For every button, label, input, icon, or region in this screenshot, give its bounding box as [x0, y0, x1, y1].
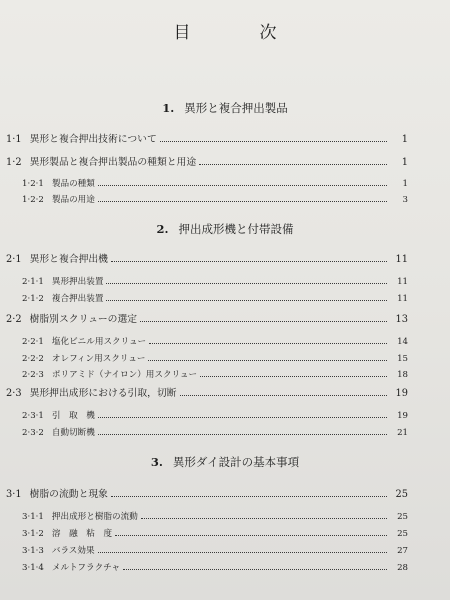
chapter-number: 3. [150, 455, 163, 469]
entry-number: 2·1·1 [22, 277, 44, 287]
chapter-title: 押出成形機と付帯設備 [178, 222, 294, 236]
leader-dots [106, 283, 387, 284]
leader-dots [98, 185, 387, 186]
entry-page: 13 [395, 314, 408, 325]
entry-number: 3·1·2 [22, 529, 44, 539]
leader-dots [148, 360, 387, 361]
entry-number: 2·3·2 [22, 428, 44, 438]
entry-page: 11 [395, 254, 408, 265]
entry-text: 押出成形と樹脂の流動 [51, 512, 138, 522]
entry-number: 1·1 [6, 134, 22, 145]
entry-text: バラス効果 [51, 546, 95, 556]
leader-dots [98, 434, 387, 435]
entry-text: 樹脂の流動と現象 [29, 489, 108, 500]
toc-entry [22, 424, 408, 438]
toc-entry [6, 486, 408, 500]
entry-text: 異形と複合押出機 [29, 254, 108, 265]
entry-text: 異形製品と複合押出製品の種類と用途 [29, 157, 197, 168]
leader-dots [180, 395, 387, 396]
entry-text: 複合押出装置 [51, 294, 104, 304]
toc-entry [22, 366, 408, 380]
leader-dots [115, 535, 387, 536]
entry-page: 19 [397, 411, 408, 421]
leader-dots [106, 300, 387, 301]
leader-dots [98, 552, 387, 553]
chapter-title: 異形ダイ設計の基本事項 [172, 455, 300, 469]
leader-dots [199, 164, 387, 165]
entry-number: 1·2·1 [22, 179, 44, 189]
toc-entry [6, 385, 408, 399]
toc-entry [6, 311, 408, 325]
entry-text: 異形押出装置 [51, 277, 104, 287]
entry-page: 14 [397, 337, 408, 347]
chapter-heading [0, 100, 450, 116]
leader-dots [200, 376, 387, 377]
toc-entry [22, 542, 408, 556]
toc-entry [22, 350, 408, 364]
entry-number: 2·2·2 [22, 354, 44, 364]
entry-text: 塩化ビニル用スクリュー [51, 337, 147, 347]
toc-entry [22, 525, 408, 539]
entry-text: 製品の用途 [51, 195, 95, 205]
entry-page: 1 [401, 134, 408, 145]
entry-number: 2·1·2 [22, 294, 44, 304]
toc-entry [6, 251, 408, 265]
leader-dots [98, 201, 387, 202]
entry-text: 製品の種類 [51, 179, 95, 189]
entry-text: 異形と複合押出技術について [29, 134, 157, 145]
entry-page: 11 [397, 294, 408, 304]
entry-number: 2·1 [6, 254, 22, 265]
entry-number: 3·1·4 [22, 563, 44, 573]
entry-number: 3·1 [6, 489, 22, 500]
entry-page: 1 [401, 157, 408, 168]
entry-text: 自動切断機 [51, 428, 95, 438]
entry-number: 2·2 [6, 314, 22, 325]
entry-page: 15 [397, 354, 408, 364]
toc-entry [22, 508, 408, 522]
toc-entry [22, 175, 408, 189]
leader-dots [140, 321, 387, 322]
entry-text: 溶 融 粘 度 [51, 529, 113, 539]
leader-dots [160, 141, 387, 142]
entry-text: メルトフラクチャ [51, 563, 121, 573]
entry-page: 3 [402, 195, 408, 205]
leader-dots [111, 496, 387, 497]
entry-page: 1 [402, 179, 408, 189]
entry-text: 引 取 機 [51, 411, 95, 421]
entry-number: 1·2·2 [22, 195, 44, 205]
toc-entry [6, 154, 408, 168]
toc-entry [22, 191, 408, 205]
entry-page: 28 [397, 563, 408, 573]
chapter-title: 異形と複合押出製品 [184, 101, 288, 115]
entry-page: 27 [397, 546, 408, 556]
entry-page: 19 [395, 388, 408, 399]
entry-text: オレフィン用スクリュー [51, 354, 146, 364]
toc-entry [22, 273, 408, 287]
leader-dots [141, 518, 387, 519]
toc-entry [22, 290, 408, 304]
chapter-heading [0, 454, 450, 470]
toc-entry [6, 131, 408, 145]
entry-page: 25 [397, 529, 408, 539]
entry-number: 3·1·1 [22, 512, 44, 522]
entry-page: 25 [397, 512, 408, 522]
toc-entry [22, 559, 408, 573]
page-title: 目 次 [173, 23, 303, 43]
leader-dots [149, 343, 387, 344]
entry-page: 25 [395, 489, 408, 500]
entry-page: 21 [397, 428, 408, 438]
chapter-heading [0, 221, 450, 237]
entry-number: 1·2 [6, 157, 22, 168]
entry-number: 2·3·1 [22, 411, 44, 421]
entry-page: 11 [397, 277, 408, 287]
entry-number: 3·1·3 [22, 546, 44, 556]
entry-number: 2·2·3 [22, 370, 44, 380]
leader-dots [111, 261, 387, 262]
entry-number: 2·2·1 [22, 337, 44, 347]
chapter-number: 2. [156, 222, 169, 236]
entry-text: 樹脂別スクリューの選定 [29, 314, 138, 325]
chapter-number: 1. [162, 101, 175, 115]
toc-entry [22, 333, 408, 347]
leader-dots [123, 569, 387, 570]
entry-text: 異形押出成形における引取，切断 [29, 388, 177, 399]
entry-page: 18 [397, 370, 408, 380]
toc-entry [22, 407, 408, 421]
entry-text: ポリアミド（ナイロン）用スクリュー [51, 370, 198, 380]
leader-dots [98, 417, 387, 418]
entry-number: 2·3 [6, 388, 22, 399]
